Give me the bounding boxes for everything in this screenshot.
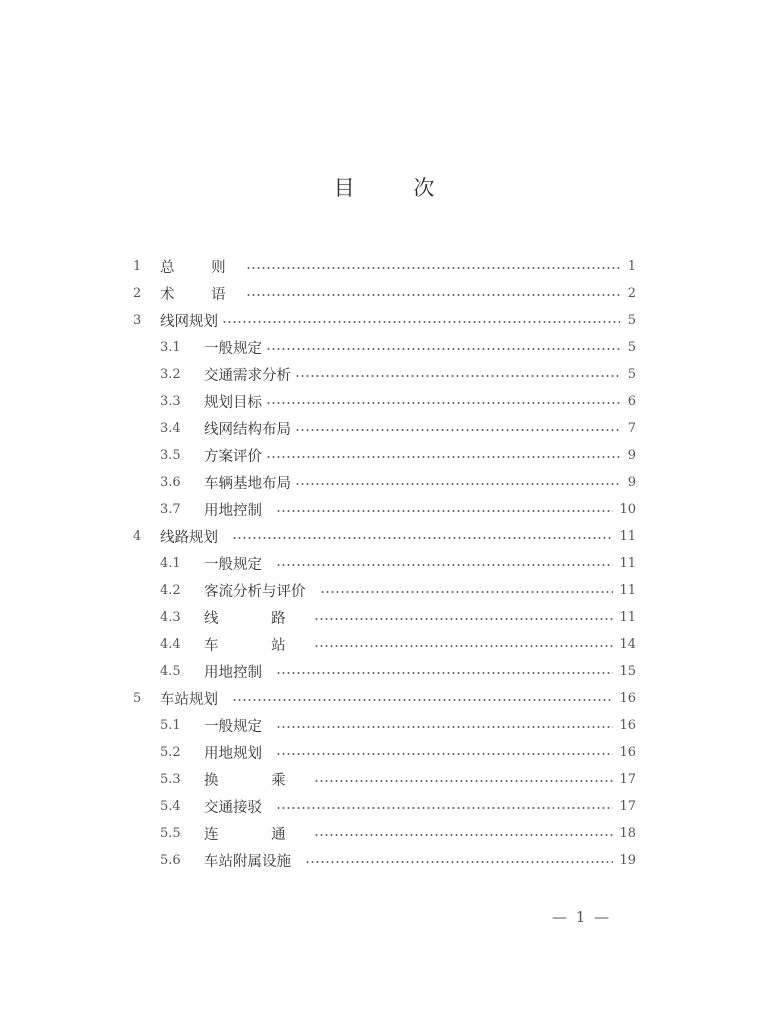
toc-entry-page: 7 — [627, 420, 636, 436]
dot-leader — [222, 321, 620, 323]
toc-entry-page: 17 — [619, 771, 636, 787]
toc-entry-page: 5 — [627, 339, 636, 355]
toc-entry-1[interactable] — [133, 253, 636, 279]
toc-entry-page: 9 — [627, 447, 636, 463]
toc-entry-title: 用地控制 — [204, 502, 262, 519]
dot-leader — [246, 294, 620, 296]
toc-entry-page: 11 — [619, 582, 636, 598]
toc-entry-number: 4.5 — [160, 663, 181, 679]
toc-entry-title: 用地规划 — [204, 745, 262, 762]
dot-leader — [246, 267, 620, 269]
toc-entry-page: 19 — [619, 852, 636, 868]
toc-entry-title: 线网规划 — [160, 313, 218, 330]
toc-entry-5-3[interactable] — [160, 766, 636, 792]
toc-entry-title: 车站附属设施 — [204, 853, 291, 870]
toc-entry-3-4[interactable] — [160, 415, 636, 441]
toc-entry-title: 客流分析与评价 — [204, 583, 306, 600]
dot-leader — [314, 645, 614, 647]
dot-leader — [305, 861, 613, 863]
toc-entry-4-1[interactable] — [160, 550, 636, 576]
dot-leader — [276, 510, 613, 512]
toc-entry-number: 3.4 — [160, 420, 181, 436]
toc-entry-number: 4.1 — [160, 555, 181, 571]
page-number: — 1 — — [552, 908, 612, 926]
toc-entry-5[interactable] — [133, 685, 636, 711]
toc-entry-title: 车站规划 — [160, 691, 218, 708]
dot-leader — [232, 699, 613, 701]
toc-entry-page: 18 — [619, 825, 636, 841]
toc-entry-3-6[interactable] — [160, 469, 636, 495]
dot-leader — [276, 672, 613, 674]
toc-entry-3-3[interactable] — [160, 388, 636, 414]
toc-entry-page: 14 — [619, 636, 636, 652]
dot-leader — [276, 753, 613, 755]
toc-entry-number: 3.6 — [160, 474, 181, 490]
toc-entry-number: 5.6 — [160, 852, 181, 868]
toc-entry-number: 5.2 — [160, 744, 181, 760]
toc-entry-title: 用地控制 — [204, 664, 262, 681]
toc-entry-5-4[interactable] — [160, 793, 636, 819]
toc-entry-page: 10 — [619, 501, 636, 517]
toc-entry-page: 16 — [619, 690, 636, 706]
toc-entry-number: 3.5 — [160, 447, 181, 463]
toc-entry-page: 6 — [627, 393, 636, 409]
dot-leader — [320, 591, 614, 593]
toc-entry-title: 方案评价 — [204, 448, 262, 465]
dot-leader — [232, 537, 613, 539]
toc-entry-page: 5 — [627, 366, 636, 382]
dot-leader — [266, 456, 620, 458]
toc-entry-4-4[interactable] — [160, 631, 636, 657]
toc-entry-title: 车辆基地布局 — [204, 475, 291, 492]
toc-entry-title: 交通需求分析 — [204, 367, 291, 384]
toc-entry-title: 连 通 — [204, 826, 310, 843]
toc-entry-3[interactable] — [133, 307, 636, 333]
toc-entry-number: 4.2 — [160, 582, 181, 598]
toc-entry-title: 规划目标 — [204, 394, 262, 411]
toc-entry-title: 术 语 — [160, 286, 242, 303]
toc-entry-3-1[interactable] — [160, 334, 636, 360]
toc-entry-number: 5.1 — [160, 717, 181, 733]
toc-entry-number: 4 — [133, 528, 142, 544]
toc-entry-title: 一般规定 — [204, 556, 262, 573]
toc-entry-page: 1 — [627, 258, 636, 274]
toc-entry-number: 1 — [133, 258, 142, 274]
toc-entry-5-2[interactable] — [160, 739, 636, 765]
toc-entry-page: 11 — [619, 609, 636, 625]
toc-entry-5-6[interactable] — [160, 847, 636, 873]
toc-entry-number: 3 — [133, 312, 142, 328]
toc-entry-title: 换 乘 — [204, 772, 310, 789]
toc-entry-number: 5 — [133, 690, 142, 706]
toc-entry-page: 17 — [619, 798, 636, 814]
toc-entry-number: 5.3 — [160, 771, 181, 787]
dot-leader — [314, 834, 614, 836]
toc-entry-page: 15 — [619, 663, 636, 679]
toc-entry-number: 3.1 — [160, 339, 181, 355]
dot-leader — [314, 618, 614, 620]
toc-entry-2[interactable] — [133, 280, 636, 306]
toc-entry-3-5[interactable] — [160, 442, 636, 468]
dot-leader — [266, 348, 620, 350]
toc-entry-4[interactable] — [133, 523, 636, 549]
toc-entry-5-1[interactable] — [160, 712, 636, 738]
toc-entry-number: 3.7 — [160, 501, 181, 517]
toc-entry-number: 4.3 — [160, 609, 181, 625]
dot-leader — [276, 564, 613, 566]
dot-leader — [314, 780, 614, 782]
toc-entry-number: 2 — [133, 285, 142, 301]
toc-entry-title: 一般规定 — [204, 718, 262, 735]
toc-entry-page: 11 — [619, 555, 636, 571]
dot-leader — [295, 483, 620, 485]
toc-entry-number: 5.5 — [160, 825, 181, 841]
toc-entry-title: 线 路 — [204, 610, 310, 627]
dot-leader — [295, 375, 620, 377]
dot-leader — [276, 726, 613, 728]
toc-entry-page: 16 — [619, 744, 636, 760]
dot-leader — [295, 429, 620, 431]
toc-entry-title: 交通接驳 — [204, 799, 262, 816]
toc-entry-3-2[interactable] — [160, 361, 636, 387]
toc-entry-4-3[interactable] — [160, 604, 636, 630]
toc-entry-page: 16 — [619, 717, 636, 733]
page-title: 目 次 — [333, 176, 461, 200]
toc-entry-number: 3.3 — [160, 393, 181, 409]
toc-entry-title: 车 站 — [204, 637, 310, 654]
toc-entry-4-2[interactable] — [160, 577, 636, 603]
toc-entry-number: 5.4 — [160, 798, 181, 814]
toc-entry-number: 4.4 — [160, 636, 181, 652]
toc-entry-4-5[interactable] — [160, 658, 636, 684]
toc-entry-title: 线网结构布局 — [204, 421, 291, 438]
toc-entry-page: 9 — [627, 474, 636, 490]
dot-leader — [266, 402, 620, 404]
toc-entry-page: 11 — [619, 528, 636, 544]
dot-leader — [276, 807, 613, 809]
toc-entry-page: 5 — [627, 312, 636, 328]
toc-entry-title: 总 则 — [160, 259, 242, 276]
toc-entry-3-7[interactable] — [160, 496, 636, 522]
toc-entry-title: 线路规划 — [160, 529, 218, 546]
toc-entry-number: 3.2 — [160, 366, 181, 382]
toc-entry-page: 2 — [627, 285, 636, 301]
toc-entry-5-5[interactable] — [160, 820, 636, 846]
toc-entry-title: 一般规定 — [204, 340, 262, 357]
